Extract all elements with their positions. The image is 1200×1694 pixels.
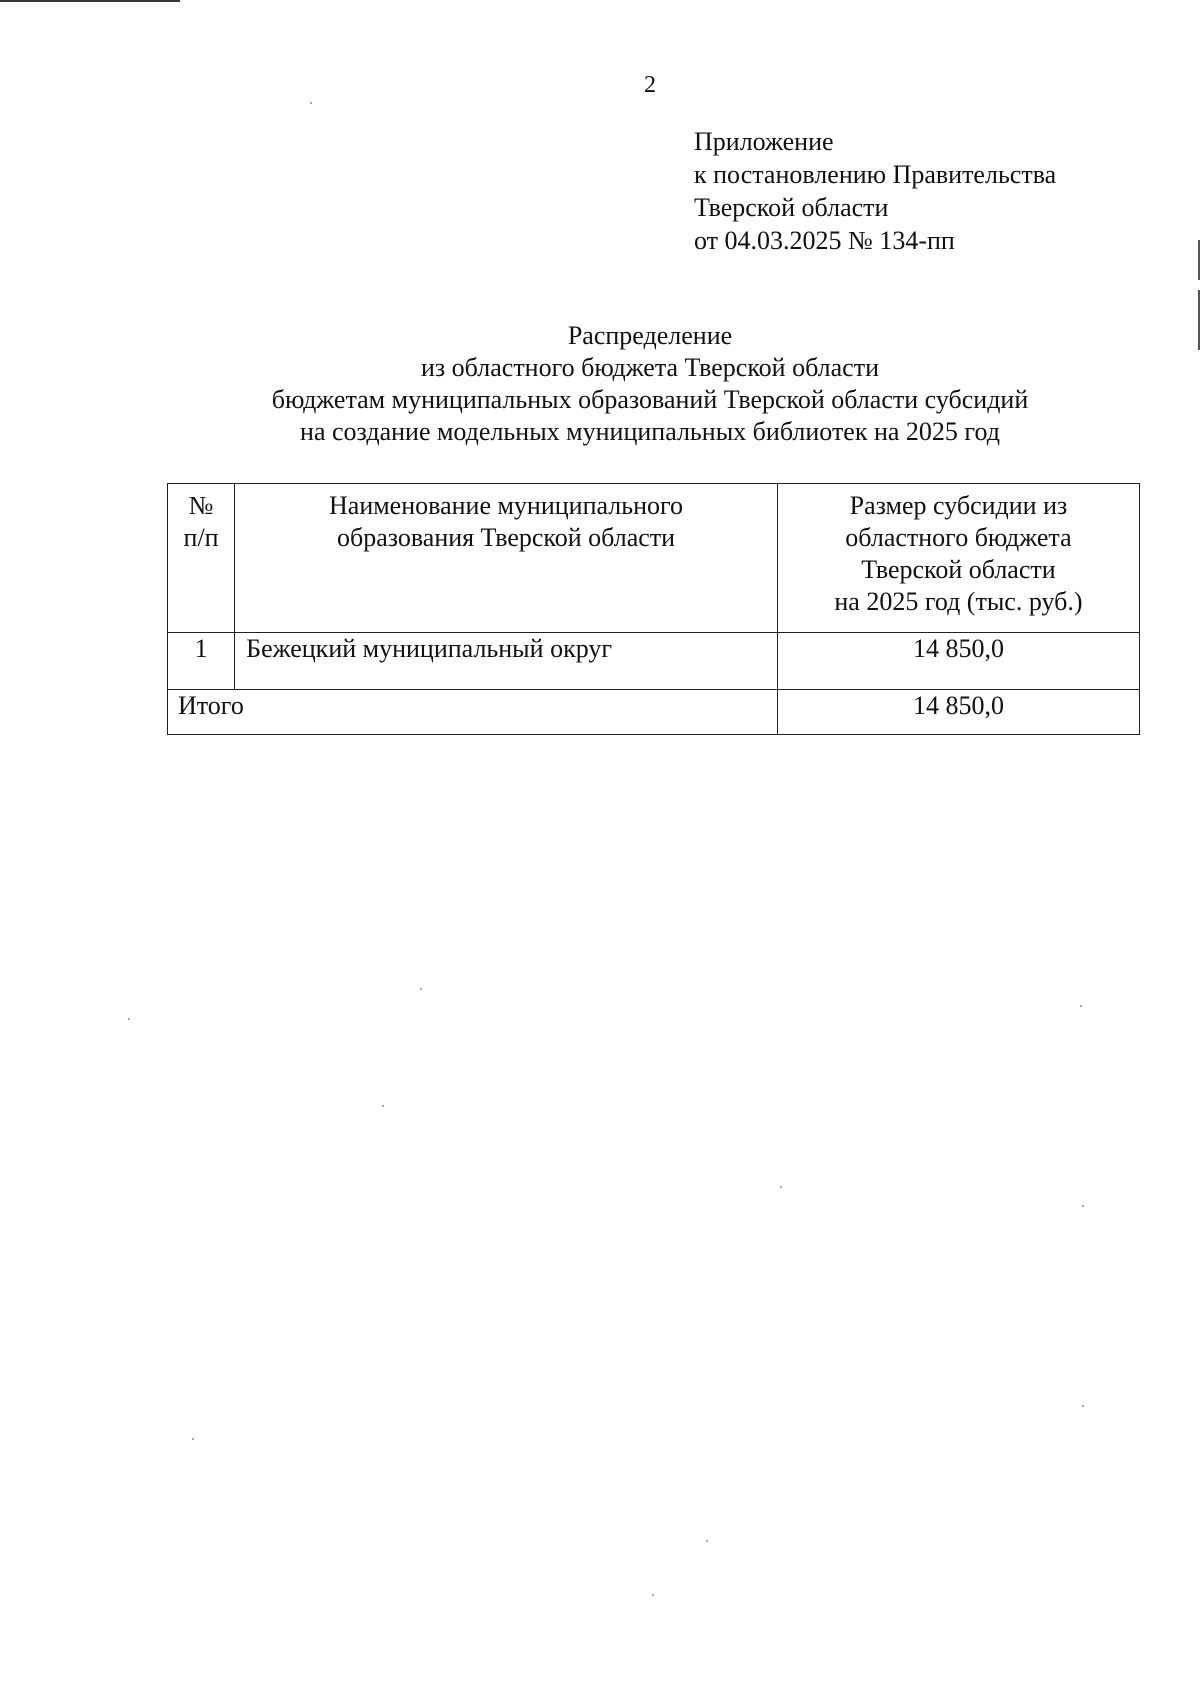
row-number: 1 [168,633,235,690]
scan-speck [310,102,312,104]
header-text: Наименование муниципального [329,491,684,520]
header-text: Тверской области [861,555,1056,584]
header-amount-cell [777,484,1139,633]
total-label: Итого [168,690,778,735]
scan-speck [1082,1205,1084,1207]
scan-speck [1082,1405,1084,1407]
row-municipality-name: Бежецкий муниципальный округ [235,633,778,690]
document-title [150,320,1150,448]
scan-speck [780,1186,782,1188]
row-amount: 14 850,0 [777,633,1139,690]
header-number-cell [168,484,235,633]
table-row [168,633,1140,690]
title-line: Распределение [567,321,733,350]
table-header-row [168,484,1140,633]
header-text: № [188,491,214,520]
title-line: бюджетам муниципальных образований Тверской области субсидий [271,385,1029,414]
approval-line: от 04.03.2025 № 134-пп [694,226,955,255]
distribution-table [167,483,1140,735]
header-text: на 2025 год (тыс. руб.) [834,587,1083,616]
scan-speck [420,988,422,990]
scan-speck [382,1105,384,1107]
scan-speck [706,1540,708,1542]
scan-speck [1080,1005,1082,1007]
approval-line: к постановлению Правительства [694,160,1057,189]
approval-line: Приложение [694,127,834,156]
header-text: образования Тверской области [336,523,676,552]
approval-line: Тверской области [694,193,889,222]
scan-speck [128,1018,130,1020]
header-name-cell [235,484,778,633]
table-total-row [168,690,1140,735]
page-number: 2 [644,72,656,98]
header-text: областного бюджета [845,523,1072,552]
header-text: Размер субсидии из [849,491,1068,520]
scan-speck [192,1438,194,1440]
title-line: из областного бюджета Тверской области [421,353,879,382]
total-amount: 14 850,0 [777,690,1139,735]
scan-artifact-top [0,0,180,2]
title-line: на создание модельных муниципальных библиотек на 2025 год [300,417,1000,446]
header-text: п/п [183,523,219,552]
scan-speck [652,1594,654,1596]
approval-block [694,125,1056,257]
